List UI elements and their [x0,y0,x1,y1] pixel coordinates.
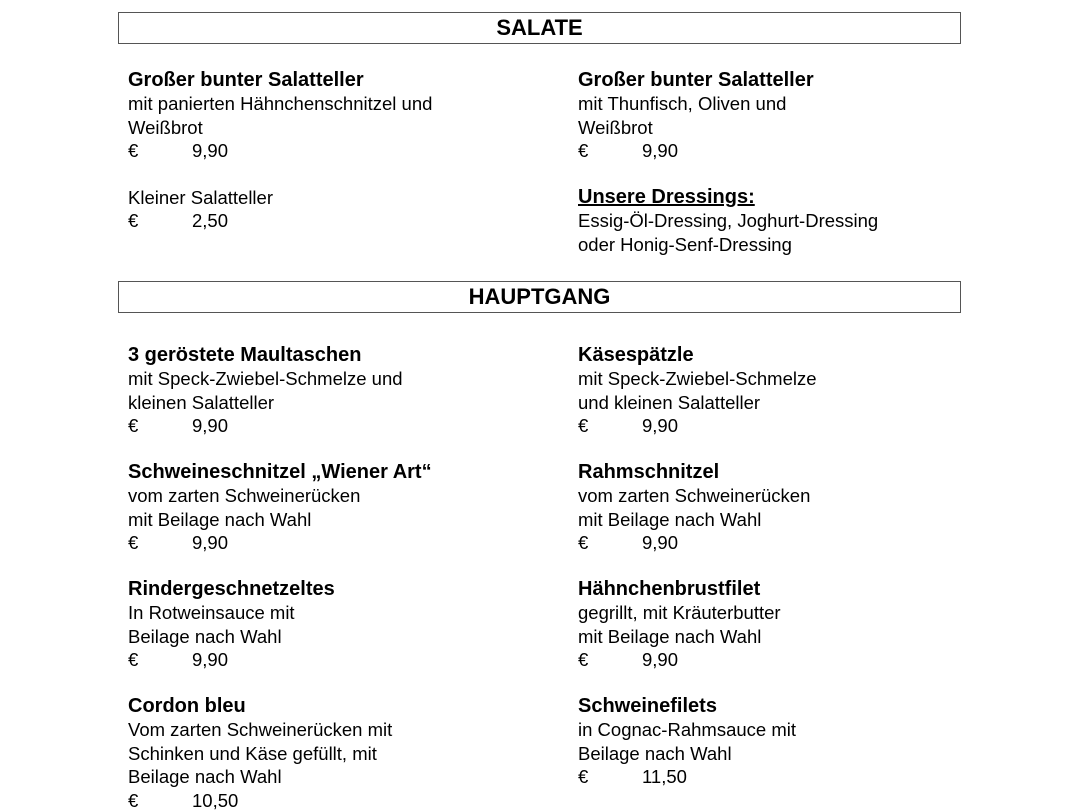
menu-item [578,695,796,789]
menu-item [128,344,403,438]
currency-symbol: € [128,532,139,554]
price-value: 2,50 [192,210,229,232]
item-title: Großer bunter Salatteller [128,69,364,91]
item-description: mit Speck-Zwiebel-Schmelze [578,368,817,390]
item-title: Rahmschnitzel [578,461,720,483]
dressings-info [578,186,878,256]
price-value: 10,50 [192,789,239,811]
section-header-salate [118,12,961,44]
item-description: kleinen Salatteller [128,391,275,413]
price-row [128,648,335,671]
price-row [578,648,781,671]
item-title: Schweineschnitzel „Wiener Art“ [128,461,432,483]
item-description: Beilage nach Wahl [128,625,282,647]
menu-item [578,344,817,438]
price-value: 9,90 [192,649,229,671]
price-row [128,209,273,232]
item-title: Schweinefilets [578,695,717,717]
item-title: Cordon bleu [128,695,246,717]
item-description: Schinken und Käse gefüllt, mit [128,742,377,764]
price-value: 9,90 [642,649,679,671]
menu-item [128,695,392,812]
currency-symbol: € [578,649,589,671]
item-description: mit Thunfisch, Oliven und [578,93,787,115]
price-value: 11,50 [642,766,687,788]
price-value: 9,90 [642,140,679,162]
item-description: mit Speck-Zwiebel-Schmelze und [128,368,403,390]
price-row [128,531,432,554]
section-title-hauptgang: HAUPTGANG [468,284,611,309]
currency-symbol: € [128,789,139,811]
price-row [578,414,817,437]
currency-symbol: € [578,532,589,554]
price-value: 9,90 [192,532,229,554]
item-title: Käsespätzle [578,344,694,366]
price-row [128,139,432,162]
item-description: mit panierten Hähnchenschnitzel und [128,93,433,115]
menu-item-salad-chicken [128,69,432,163]
section-title-salate: SALATE [496,15,583,40]
price-row [578,765,796,788]
dressings-title: Unsere Dressings: [578,186,755,208]
item-title: Rindergeschnetzeltes [128,578,335,600]
item-description: Weißbrot [578,116,653,138]
item-description: vom zarten Schweinerücken [128,485,361,507]
item-description: vom zarten Schweinerücken [578,485,811,507]
menu-item [578,461,810,555]
dressings-description: Essig-Öl-Dressing, Joghurt-Dressing [578,210,879,232]
currency-symbol: € [578,415,589,437]
item-description: in Cognac-Rahmsauce mit [578,719,796,741]
price-value: 9,90 [642,532,679,554]
price-value: 9,90 [192,140,229,162]
currency-symbol: € [128,415,139,437]
currency-symbol: € [578,140,589,162]
item-description: Vom zarten Schweinerücken mit [128,719,393,741]
price-value: 9,90 [642,415,679,437]
menu-item [128,578,335,672]
currency-symbol: € [128,649,139,671]
item-description: Beilage nach Wahl [128,766,282,788]
price-row [128,789,392,812]
item-description: Weißbrot [128,116,203,138]
menu-item [578,578,781,672]
price-row [578,139,814,162]
price-row [578,531,810,554]
price-row [128,414,403,437]
item-description: mit Beilage nach Wahl [578,508,762,530]
price-value: 9,90 [192,415,229,437]
menu-item-small-salad [128,186,273,233]
currency-symbol: € [128,210,139,232]
currency-symbol: € [128,140,139,162]
item-description: und kleinen Salatteller [578,391,761,413]
item-description: gegrillt, mit Kräuterbutter [578,602,781,624]
item-description: mit Beilage nach Wahl [128,508,312,530]
item-title: Kleiner Salatteller [128,187,273,208]
item-title: Großer bunter Salatteller [578,69,814,91]
item-description: mit Beilage nach Wahl [578,625,762,647]
section-header-hauptgang [118,281,961,313]
currency-symbol: € [578,766,589,788]
menu-item [128,461,432,555]
item-description: Beilage nach Wahl [578,742,732,764]
item-title: 3 geröstete Maultaschen [128,344,362,366]
dressings-description: oder Honig-Senf-Dressing [578,233,792,255]
item-title: Hähnchenbrustfilet [578,578,761,600]
item-description: In Rotweinsauce mit [128,602,295,624]
menu-item-salad-tuna [578,69,814,163]
